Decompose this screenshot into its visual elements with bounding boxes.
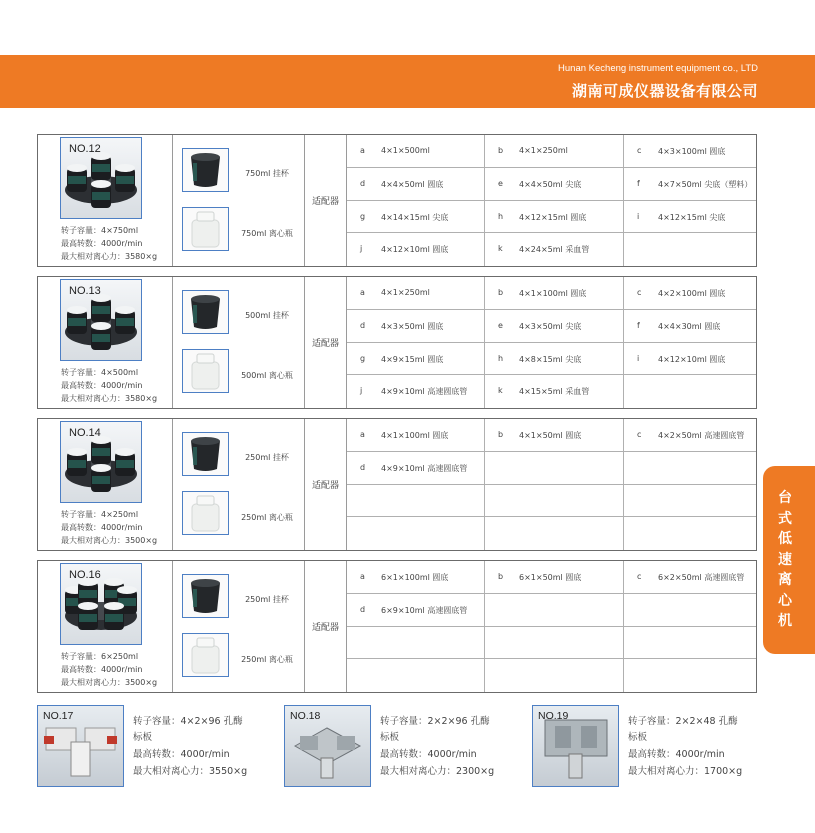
small-rotor-photo	[37, 705, 124, 787]
adapter-spec: 6×1×100ml 圆底	[381, 573, 449, 582]
adapter-cell	[485, 517, 624, 550]
adapter-cell	[624, 201, 756, 234]
bucket-icon	[183, 575, 228, 617]
rotor-max-rcf: 最大相对离心力：3500×g	[61, 678, 158, 687]
adapter-letter: b	[498, 430, 504, 439]
bucket-image	[182, 148, 229, 192]
adapter-label: 适配器	[305, 561, 347, 692]
accessory-column	[173, 419, 305, 550]
bucket-image	[182, 290, 229, 334]
adapter-spec: 4×2×100ml 圆底	[658, 289, 726, 298]
adapter-spec: 4×12×10ml 圆底	[381, 245, 449, 255]
adapter-cell	[347, 201, 485, 234]
rotor-capacity: 转子容量：4×750ml	[61, 226, 139, 235]
adapter-cell	[347, 659, 485, 692]
adapter-cell	[485, 277, 624, 310]
adapter-cell	[347, 168, 485, 201]
rotor-model-label: NO.12	[69, 143, 101, 155]
adapter-cell	[485, 419, 624, 452]
adapter-cell	[624, 561, 756, 594]
rotor-photo	[60, 563, 142, 645]
rotor-max-speed: 最高转数：4000r/min	[61, 665, 143, 674]
adapter-spec: 4×1×100ml 圆底	[381, 431, 449, 440]
adapter-cell	[624, 343, 756, 376]
adapter-letter: a	[360, 288, 365, 297]
adapter-cell	[485, 485, 624, 518]
small-rotor-capacity-line1: 转子容量：2×2×96 孔酶	[380, 716, 490, 727]
adapter-letter: c	[637, 288, 642, 297]
accessory-column	[173, 277, 305, 408]
adapter-spec: 6×1×50ml 圆底	[519, 573, 582, 582]
adapter-spec: 4×2×50ml 高速圆底管	[658, 431, 745, 440]
rotor-model-label: NO.13	[69, 285, 101, 297]
side-tab-char: 机	[778, 613, 792, 629]
bottle-label: 750ml 离心瓶	[241, 229, 293, 238]
rotor-block	[37, 276, 757, 409]
bottle-image	[182, 349, 229, 393]
adapter-cell	[624, 233, 756, 266]
side-tab-char: 心	[778, 592, 792, 609]
adapter-cell	[347, 485, 485, 518]
small-rotor-capacity-line2: 标板	[133, 732, 153, 743]
side-tab-char: 速	[778, 551, 792, 568]
rotor-capacity: 转子容量：4×250ml	[61, 510, 139, 519]
small-rotor-capacity-line2: 标板	[628, 732, 648, 743]
adapter-grid	[347, 135, 756, 266]
adapter-grid	[347, 561, 756, 692]
adapter-grid	[347, 419, 756, 550]
adapter-cell	[624, 517, 756, 550]
small-rotor-max-speed: 最高转数：4000r/min	[380, 749, 477, 760]
adapter-letter: e	[498, 320, 503, 330]
adapter-letter: c	[637, 430, 642, 439]
bucket-image	[182, 432, 229, 476]
adapter-letter: k	[498, 386, 503, 396]
adapter-cell	[347, 561, 485, 594]
adapter-letter: i	[637, 353, 640, 363]
adapter-spec: 4×12×15ml 圆底	[519, 212, 587, 222]
rotor-block	[37, 134, 757, 267]
adapter-letter: d	[360, 320, 366, 330]
adapter-spec: 4×1×50ml 圆底	[519, 431, 582, 440]
adapter-letter: g	[360, 353, 366, 363]
adapter-cell	[347, 343, 485, 376]
adapter-cell	[485, 168, 624, 201]
small-rotor-photo	[284, 705, 371, 787]
rotor-photo	[60, 137, 142, 219]
bottle-label: 250ml 离心瓶	[241, 655, 293, 664]
bottle-icon	[183, 350, 228, 392]
rotor-max-rcf: 最大相对离心力：3500×g	[61, 536, 158, 545]
small-rotor-max-speed: 最高转数：4000r/min	[133, 749, 230, 760]
rotor-info	[38, 561, 173, 692]
adapter-cell	[485, 627, 624, 660]
adapter-letter: k	[498, 244, 503, 254]
rotor-photo	[60, 421, 142, 503]
category-side-tab	[763, 466, 815, 654]
adapter-cell	[624, 659, 756, 692]
company-name-en: Hunan Kecheng instrument equipment co., LTD	[558, 63, 758, 74]
accessory-column	[173, 135, 305, 266]
adapter-cell	[485, 561, 624, 594]
adapter-letter: d	[360, 178, 366, 188]
category-side-tab-text	[763, 488, 807, 632]
adapter-cell	[347, 419, 485, 452]
header-band	[0, 55, 815, 108]
adapter-letter: g	[360, 211, 366, 221]
rotor-info	[38, 277, 173, 408]
small-rotor-model-label: NO.18	[290, 710, 321, 722]
adapter-spec: 4×12×15ml 尖底	[658, 212, 726, 222]
rotor-max-rcf: 最大相对离心力：3580×g	[61, 394, 158, 403]
adapter-cell	[485, 310, 624, 343]
adapter-cell	[624, 452, 756, 485]
adapter-letter: f	[637, 178, 640, 188]
adapter-label: 适配器	[305, 277, 347, 408]
adapter-letter: c	[637, 572, 642, 581]
bucket-label: 750ml 挂杯	[245, 169, 289, 178]
adapter-cell	[347, 277, 485, 310]
adapter-letter: a	[360, 430, 365, 439]
adapter-spec: 4×9×10ml 高速圆底管	[381, 463, 468, 473]
bottle-image	[182, 633, 229, 677]
side-tab-char: 低	[778, 531, 792, 547]
adapter-cell	[347, 310, 485, 343]
adapter-spec: 4×4×50ml 尖底	[519, 179, 582, 189]
adapter-cell	[485, 343, 624, 376]
adapter-spec: 4×14×15ml 尖底	[381, 212, 449, 222]
small-rotor-max-speed: 最高转数：4000r/min	[628, 749, 725, 760]
rotor-info	[38, 419, 173, 550]
adapter-cell	[347, 594, 485, 627]
adapter-spec: 4×24×5ml 采血管	[519, 245, 590, 255]
small-rotor-model-label: NO.19	[538, 710, 569, 722]
side-tab-char: 台	[778, 490, 792, 506]
small-rotor-model-label: NO.17	[43, 710, 74, 722]
adapter-spec: 4×1×500ml	[381, 146, 430, 155]
adapter-cell	[485, 375, 624, 408]
bottle-icon	[183, 634, 228, 676]
adapter-cell	[624, 419, 756, 452]
small-rotor-max-rcf: 最大相对离心力：2300×g	[380, 766, 495, 777]
bottle-icon	[183, 208, 228, 250]
adapter-letter: b	[498, 146, 504, 155]
adapter-spec: 4×4×50ml 圆底	[381, 179, 444, 189]
adapter-cell	[485, 659, 624, 692]
adapter-cell	[485, 233, 624, 266]
adapter-cell	[624, 485, 756, 518]
adapter-spec: 4×3×50ml 圆底	[381, 321, 444, 331]
adapter-cell	[485, 452, 624, 485]
rotor-model-label: NO.14	[69, 427, 101, 439]
adapter-cell	[347, 452, 485, 485]
adapter-spec: 4×1×100ml 圆底	[519, 289, 587, 298]
bucket-image	[182, 574, 229, 618]
rotor-info	[38, 135, 173, 266]
adapter-grid	[347, 277, 756, 408]
adapter-cell	[347, 233, 485, 266]
bucket-label: 500ml 挂杯	[245, 311, 289, 320]
bucket-label: 250ml 挂杯	[245, 453, 289, 462]
small-rotor-max-rcf: 最大相对离心力：1700×g	[628, 766, 743, 777]
adapter-letter: a	[360, 572, 365, 581]
adapter-spec: 6×2×50ml 高速圆底管	[658, 573, 745, 582]
small-rotor-photo	[532, 705, 619, 787]
adapter-letter: d	[360, 462, 366, 472]
small-rotor-capacity-line1: 转子容量：2×2×48 孔酶	[628, 716, 738, 727]
bottle-label: 250ml 离心瓶	[241, 513, 293, 522]
adapter-cell	[624, 135, 756, 168]
adapter-spec: 4×9×15ml 圆底	[381, 354, 444, 364]
adapter-spec: 4×3×50ml 尖底	[519, 321, 582, 331]
adapter-letter: f	[637, 320, 640, 330]
rotor-max-rcf: 最大相对离心力：3580×g	[61, 252, 158, 261]
adapter-letter: h	[498, 353, 504, 363]
adapter-cell	[624, 310, 756, 343]
rotor-max-speed: 最高转数：4000r/min	[61, 381, 143, 390]
small-rotor-capacity-line2: 标板	[380, 732, 400, 743]
adapter-letter: i	[637, 211, 640, 221]
adapter-cell	[347, 627, 485, 660]
bottle-image	[182, 491, 229, 535]
adapter-spec: 4×8×15ml 尖底	[519, 354, 582, 364]
adapter-letter: j	[360, 386, 363, 396]
adapter-spec: 4×1×250ml	[519, 146, 568, 155]
adapter-spec: 4×15×5ml 采血管	[519, 387, 590, 397]
accessory-column	[173, 561, 305, 692]
rotor-block	[37, 560, 757, 693]
adapter-cell	[485, 201, 624, 234]
small-rotor-max-rcf: 最大相对离心力：3550×g	[133, 766, 248, 777]
adapter-letter: e	[498, 178, 503, 188]
adapter-letter: b	[498, 572, 504, 581]
adapter-letter: j	[360, 244, 363, 254]
company-name-zh: 湖南可成仪器设备有限公司	[571, 82, 758, 100]
rotor-block	[37, 418, 757, 551]
rotor-capacity: 转子容量：6×250ml	[61, 652, 139, 661]
adapter-spec: 4×7×50ml 尖底（塑料）	[658, 179, 753, 189]
adapter-cell	[347, 135, 485, 168]
side-tab-char: 离	[778, 572, 792, 588]
bucket-label: 250ml 挂杯	[245, 595, 289, 604]
adapter-spec: 4×12×10ml 圆底	[658, 354, 726, 364]
bucket-icon	[183, 291, 228, 333]
rotor-photo	[60, 279, 142, 361]
adapter-spec: 4×3×100ml 圆底	[658, 147, 726, 156]
adapter-letter: d	[360, 604, 366, 614]
rotor-max-speed: 最高转数：4000r/min	[61, 239, 143, 248]
adapter-cell	[347, 517, 485, 550]
small-rotor-capacity-line1: 转子容量：4×2×96 孔酶	[133, 716, 243, 727]
bottle-icon	[183, 492, 228, 534]
adapter-spec: 4×4×30ml 圆底	[658, 321, 721, 331]
adapter-cell	[624, 627, 756, 660]
adapter-cell	[347, 375, 485, 408]
adapter-label: 适配器	[305, 419, 347, 550]
adapter-label: 适配器	[305, 135, 347, 266]
adapter-spec: 4×9×10ml 高速圆底管	[381, 387, 468, 397]
bucket-icon	[183, 149, 228, 191]
adapter-spec: 6×9×10ml 高速圆底管	[381, 605, 468, 615]
adapter-cell	[624, 168, 756, 201]
adapter-cell	[624, 375, 756, 408]
side-tab-char: 式	[778, 510, 792, 527]
rotor-capacity: 转子容量：4×500ml	[61, 368, 139, 377]
adapter-cell	[485, 594, 624, 627]
bucket-icon	[183, 433, 228, 475]
adapter-letter: c	[637, 146, 642, 155]
adapter-letter: h	[498, 211, 504, 221]
adapter-letter: b	[498, 288, 504, 297]
bottle-label: 500ml 离心瓶	[241, 371, 293, 380]
adapter-letter: a	[360, 146, 365, 155]
rotor-max-speed: 最高转数：4000r/min	[61, 523, 143, 532]
bottle-image	[182, 207, 229, 251]
adapter-cell	[485, 135, 624, 168]
adapter-cell	[624, 277, 756, 310]
adapter-spec: 4×1×250ml	[381, 288, 430, 297]
rotor-model-label: NO.16	[69, 569, 101, 581]
adapter-cell	[624, 594, 756, 627]
